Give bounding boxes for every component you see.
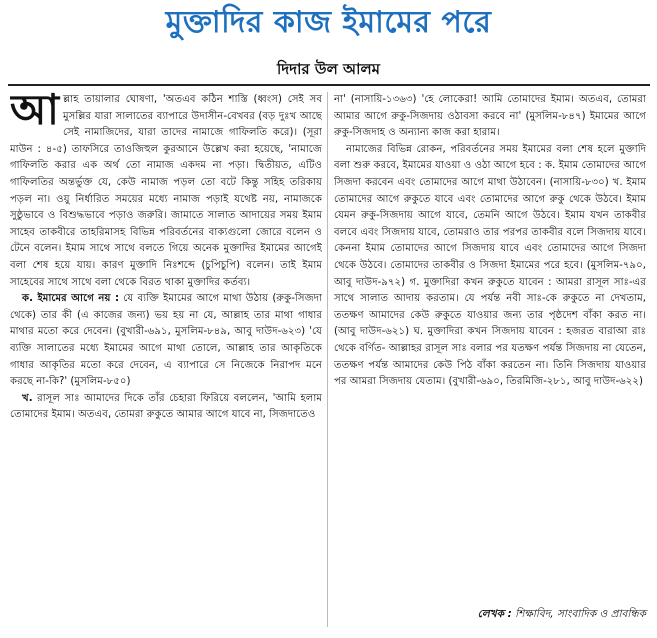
section-ka-heading: ক. ইমামের আগে নয় : (22, 293, 120, 305)
drop-cap: আ (10, 92, 59, 134)
section-kha-heading: খ. (22, 392, 33, 404)
section-kha-text: রাসূল সাঃ আমাদের দিকে তাঁর চেহারা ফিরিয়ে বললেন, 'আমি হলাম তোমাদের ইমাম। অতএব, তোমরা রুকুতে আমার আগে যাবে না, সিজদাতেও (10, 392, 322, 421)
article-title: মুক্তাদির কাজ ইমামের পরে (165, 4, 492, 40)
rules-paragraph: নামাজের বিভিন্ন রোকন, পরিবর্তনের সময় ইমামের বলা শেষ হলে মুক্তাদি বলা শুরু করবে, ইমামের যাওয়া ও ওঠা আগে হবে : ক. ইমাম তোমাদের আগে সিজদা করবেন এবং তোমাদের আগে মাথা উঠাবেন। (নাসায়ি-৮৩০) খ. ইমাম তোমাদের আগে রুকুতে যাবে এবং তোমাদের আগে রুকু থেকে উঠবে। ইমাম যেমন রুকু-সিজদায় আগে যাবে, তেমনি আগে উঠবে। ইমাম যখন তাকবীর বলবে এবং সিজদায় যাবে, তোমরাও তার পরপর তাকবীর বলে সিজদায় যাবে। কেননা ইমাম তোমাদের আগে সিজদায় যাবে এবং তোমাদের আগে সিজদা থেকে উঠবে। তোমাদের তাকবীর ও সিজদা ইমামের পরে হবে। (মুসলিম-৭৯০, আবু দাউদ-৯৭২) গ. মুক্তাদিরা কখন রুকুতে যাবেন : আমরা রাসূল সাঃ-এর সাথে সালাত আদায় করতাম। যে পর্যন্ত নবী সাঃ-কে রুকুতে না দেখতাম, ততক্ষণ আমাদের কেউ রুকুতে যাওয়ার জন্য তার পৃষ্ঠদেশ বাঁকা করত না। (আবু দাউদ-৬২১) ঘ. মুক্তাদিরা কখন সিজদায় যাবেন : হজরত বারাআ রাঃ থেকে বর্ণিত- আল্লাহর রাসূল সাঃ বলার পর যতক্ষণ পর্যন্ত সিজদায় না যেতেন, ততক্ষণ পর্যন্ত আমাদের কেউ পিঠ বাঁকা করতেন না। তিনি সিজদায় যাওয়ার পর আমরা সিজদায় যেতাম। (বুখারী-৬৯০, তিরমিজি-২৮১, আবু দাউদ-৬২২) (334, 143, 646, 388)
author-note (334, 607, 646, 624)
article-column-right (334, 92, 646, 602)
intro-paragraph (10, 92, 322, 291)
article-column-left (10, 92, 322, 632)
section-kha (10, 391, 322, 424)
intro-text: ল্লাহ তায়ালার ঘোষণা, 'অতএব কঠিন শাস্তি (ধ্বংস) সেই সব মুসল্লির যারা সালাতের ব্যাপারে উদাসীন-বেখবর (বড় দুঃখ আছে সেই নামাজিদের, যারা তাদের নামাজে গাফিলতি করে)। (সূরা মাউন : ৪-৫) তাফসিরে তাওজিহুল কুরআনে উল্লেখ করা হয়েছে, 'নামাজে গাফিলতি করার এক অর্থ তো নামাজ একদম না পড়া। দ্বিতীয়ত, এটিও গাফিলতির অন্তর্ভুক্ত যে, কেউ নামাজ পড়ল তো বটে কিন্তু সহিহ তরিকায় পড়ল না। ওয়ু নির্ধারিত সময়ের মধ্যে নামাজ পড়াই যথেষ্ট নয়, নামাজকে সুষ্ঠুভাবে ও বিশুদ্ধভাবে পড়াও জরুরি। জামাতে সালাত আদায়ের সময় ইমাম সাহেব তাকবীরে তাহরিমাসহ বিভিন্ন পরিবর্তনের বাক্যগুলো জোরে বলেন ও টেনে বলেন। ইমাম সাথে সাথে বলতে গিয়ে অনেক মুক্তাদির ইমামের আগেই বলা শেষ হয়ে যায়। কারণ মুক্তাদি নিঃশব্দে (চুপিচুপি) বলেন। তাই ইমাম সাহেবের সাথে সাথে বলা থেকে বিরত থাকা মুক্তাদির কর্তব্য। (10, 94, 322, 288)
column-divider (327, 92, 328, 627)
header-divider (8, 84, 650, 86)
article-byline: দিদার উল আলম (277, 60, 380, 78)
section-ka (10, 291, 322, 391)
section-ka-text: যে ব্যক্তি ইমামের আগে মাথা উঠায় (রুকু-সিজদা থেকে) তার কী (এ কাজের জন্য) ভয় হয় না যে, আল্লাহ তার মাথা গাধার মাথার মতো করে দেবেন। (বুখারী-৬৯১, মুসলিম-৮৪৯, আবু দাউদ-৬২৩) 'যে ব্যক্তি সালাতের মধ্যে ইমামের আগে মাথা তোলে, আল্লাহ তার আকৃতিকে গাধার আকৃতির মতো করে দেবেন, এ ব্যাপারে সে নিজেকে নিরাপদ মনে করছে না-কি?' (মুসলিম-৮৫০) (10, 293, 322, 388)
continuation-paragraph: না' (নাসায়ি-১৩৬৩) 'হে লোকেরা! আমি তোমাদের ইমাম। অতএব, তোমরা আমার আগে রুকু-সিজদায় ওঠাবসা করবে না' (মুসলিম-৮৪৭) ইমামের আগে রুকু-সিজদাহ ও অন্যান্য কাজ করা হারাম। (334, 94, 646, 139)
author-label: লেখক : (477, 608, 512, 620)
author-description: শিক্ষাবিদ, সাংবাদিক ও প্রাবন্ধিক (511, 608, 646, 620)
